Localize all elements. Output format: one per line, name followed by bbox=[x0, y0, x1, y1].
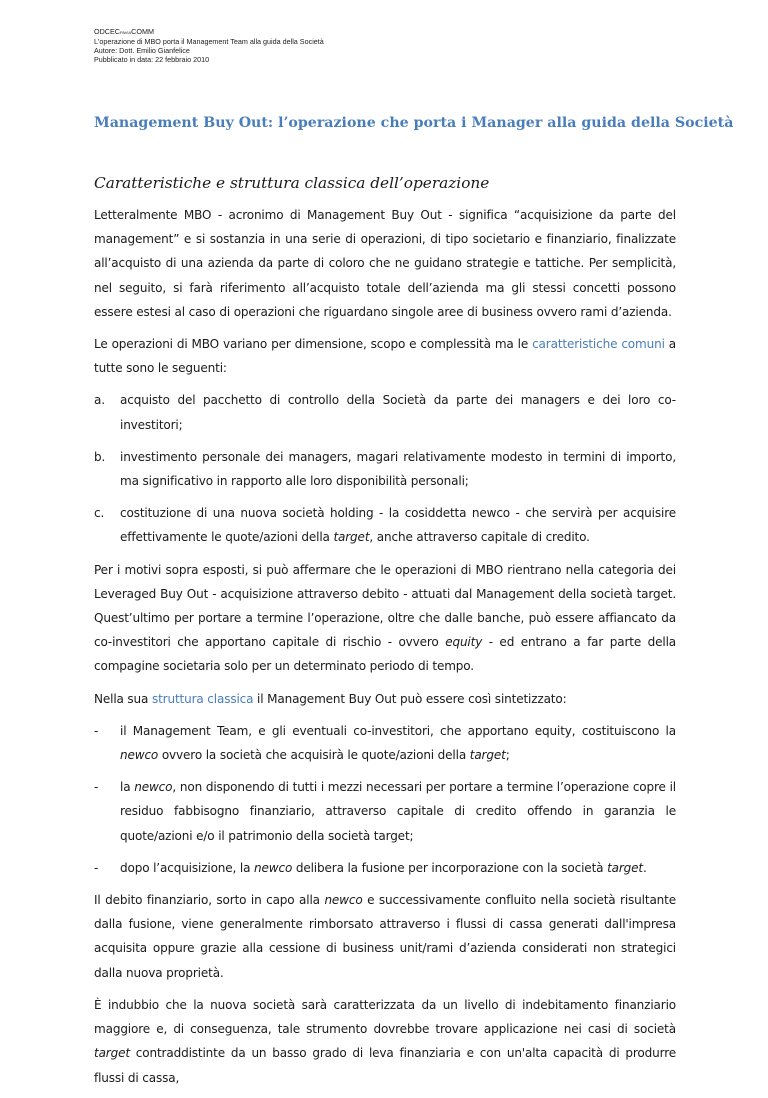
p4-text-before: Nella sua bbox=[94, 691, 152, 706]
paragraph-1: Letteralmente MBO - acronimo di Management Buy Out - significa “acquisizione da parte del management” e si sostanzia in una serie di operazioni, di tipo societario e finanziario, finalizzate all’acquisto di una azienda da parte di coloro che ne guidano strategie e tattiche. Per semplicità, nel seguito, si farà riferimento all’acquisto totale dell’azienda ma gli stessi concetti possono essere estesi al caso di operazioni che riguardano singole aree di business ovvero rami d’azienda. bbox=[94, 208, 676, 319]
header-author: Autore: Dott. Emilio Gianfelice bbox=[94, 46, 190, 55]
list-item-text bbox=[120, 775, 676, 848]
header-org-small: PAVIA bbox=[119, 30, 132, 35]
p6-text-before: È indubbio che la nuova società sarà caratterizzata da un livello di indebitamento finanziario maggiore e, di conseguenza, tale strumento dovrebbe trovare applicazione nei casi di società bbox=[94, 997, 676, 1037]
list-item-text: investimento personale dei managers, magari relativamente modesto in termini di importo, ma significativo in rapporto alle loro disponibilità personali; bbox=[120, 449, 676, 489]
list-item-b bbox=[94, 445, 676, 493]
header-org-b: COMM bbox=[131, 27, 154, 36]
document-body bbox=[94, 203, 676, 1098]
p2-text-after: a tutte sono le seguenti: bbox=[94, 337, 676, 376]
dash-list-item-3 bbox=[94, 856, 676, 880]
p5-emphasis: newco bbox=[324, 893, 363, 908]
p3-text-after: - ed entrano a far parte della compagine societaria solo per un determinato periodo di tempo. bbox=[94, 635, 676, 674]
list-marker: - bbox=[94, 860, 99, 875]
dash-1-text-3: ; bbox=[505, 748, 510, 763]
highlight-struttura-classica: struttura classica bbox=[151, 691, 254, 706]
list-marker: - bbox=[94, 780, 99, 795]
highlight-caratteristiche-comuni: caratteristiche comuni bbox=[532, 337, 665, 352]
dash-3-text-3: . bbox=[643, 860, 647, 875]
dash-3-emphasis-1: newco bbox=[254, 860, 293, 875]
paragraph-2 bbox=[94, 332, 676, 380]
list-item-c bbox=[94, 501, 676, 549]
list-c-text-1: costituzione di una nuova società holding - la cosiddetta newco - che servirà per acquisire effettivamente le quote/azioni della bbox=[120, 506, 676, 545]
section-title: Caratteristiche e struttura classica dell’operazione bbox=[94, 174, 490, 192]
page-header bbox=[94, 27, 324, 64]
paragraph-6 bbox=[94, 993, 676, 1090]
list-c-emphasis: target bbox=[333, 530, 370, 545]
dash-1-text-2: ovvero la società che acquisirà le quote/azioni della bbox=[158, 748, 470, 763]
list-item-text bbox=[120, 501, 676, 549]
p5-text-before: Il debito finanziario, sorto in capo alla bbox=[94, 893, 325, 908]
list-marker: c. bbox=[94, 506, 105, 521]
document-title: Management Buy Out: l’operazione che porta i Manager alla guida della Società bbox=[94, 115, 734, 131]
paragraph-4 bbox=[94, 687, 676, 711]
list-item-text bbox=[120, 719, 676, 767]
dash-3-emphasis-2: target bbox=[607, 860, 644, 875]
paragraph-5 bbox=[94, 888, 676, 985]
dash-1-emphasis-2: target bbox=[469, 748, 506, 763]
p4-text-after: il Management Buy Out può essere così sintetizzato: bbox=[253, 691, 567, 706]
p3-text-before: Per i motivi sopra esposti, si può affermare che le operazioni di MBO rientrano nella categoria dei Leveraged Buy Out - acquisizione attraverso debito - attuati dal Management della società target. Quest’ultimo per portare a termine l’operazione, oltre che dalle banche, può essere affiancato da co-investitori che apportano capitale di rischio - ovvero bbox=[94, 562, 676, 650]
list-item-a bbox=[94, 388, 676, 436]
dash-2-text-1: la bbox=[120, 780, 135, 795]
p6-emphasis: target bbox=[94, 1046, 130, 1061]
list-item-text bbox=[120, 856, 676, 880]
header-published: Pubblicato in data: 22 febbraio 2010 bbox=[94, 55, 210, 64]
p5-text-after: e successivamente confluito nella società risultante dalla fusione, viene generalmente rimborsato attraverso i flussi di cassa generati dall'impresa acquisita oppure grazie alla cessione di business unit/rami d’azienda considerati non strategici dalla nuova proprietà. bbox=[94, 893, 676, 980]
dash-1-emphasis-1: newco bbox=[120, 748, 159, 763]
list-marker: b. bbox=[94, 449, 106, 464]
p6-text-after: contraddistinte da un basso grado di leva finanziaria e con un'alta capacità di produrre flussi di cassa, bbox=[94, 1046, 676, 1085]
p2-text-before: Le operazioni di MBO variano per dimensione, scopo e complessità ma le bbox=[94, 337, 533, 352]
header-org bbox=[94, 27, 324, 37]
list-marker: a. bbox=[94, 393, 105, 408]
dash-2-text-2: , non disponendo di tutti i mezzi necessari per portare a termine l’operazione copre il residuo fabbisogno finanziario, attraverso capitale di credito offendo in garanzia le quote/azioni e/o il patrimonio della società target; bbox=[120, 780, 677, 843]
list-marker: - bbox=[94, 723, 99, 738]
dash-list-item-1 bbox=[94, 719, 676, 767]
paragraph-3 bbox=[94, 558, 676, 679]
p3-emphasis: equity bbox=[445, 635, 483, 650]
dash-2-emphasis-1: newco bbox=[134, 780, 173, 795]
dash-1-text-1: il Management Team, e gli eventuali co-investitori, che apportano equity, costituiscono la bbox=[120, 723, 676, 738]
list-item-text: acquisto del pacchetto di controllo della Società da parte dei managers e dei loro co-investitori; bbox=[120, 393, 676, 432]
list-c-text-2: , anche attraverso capitale di credito. bbox=[369, 530, 590, 545]
header-org-a: ODCEC bbox=[94, 27, 120, 36]
header-subtitle: L'operazione di MBO porta il Management Team alla guida della Società bbox=[94, 37, 324, 46]
dash-3-text-1: dopo l’acquisizione, la bbox=[120, 860, 255, 875]
dash-3-text-2: delibera la fusione per incorporazione con la società bbox=[292, 860, 608, 875]
dash-list-item-2 bbox=[94, 775, 676, 848]
